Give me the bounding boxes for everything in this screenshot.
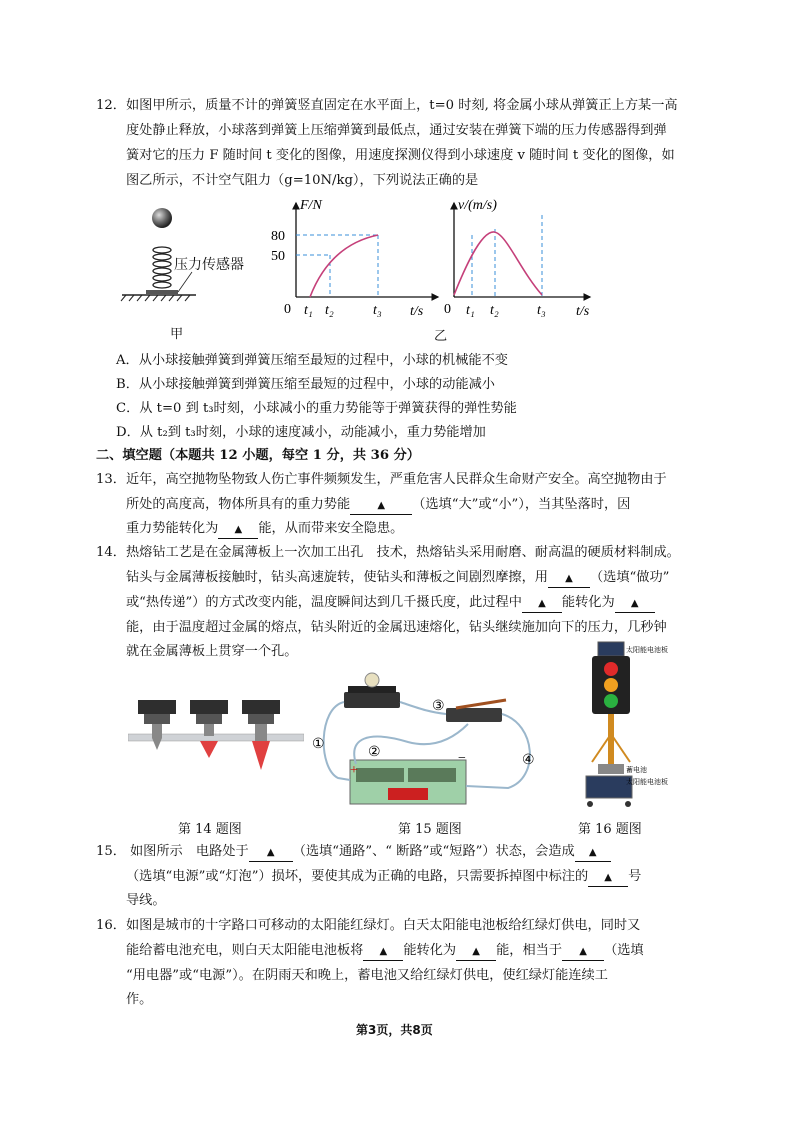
q12-option-c: C．从 t=0 到 t₃时刻，小球减小的重力势能等于弹簧获得的弹性势能 [116, 401, 517, 416]
q14-text-line2: 钻头与金属薄板接触时，钻头高速旋转，使钻头和薄板之间剧烈摩擦，用 ▲ （选填“做功” [126, 568, 669, 588]
q14-text-line1: 热熔钻工艺是在金属薄板上一次加工出孔 技术，热熔钻头采用耐磨、耐高温的硬质材料制成。 [126, 545, 680, 560]
label-solar-panel-2: 太阳能电池板 [626, 778, 668, 786]
q13-blank-1[interactable]: ▲ [350, 497, 412, 515]
q13-text-line3: 重力势能转化为 ▲ 能，从而带来安全隐患。 [126, 519, 403, 539]
q16-text-line2: 能给蓄电池充电，则白天太阳能电池板将 ▲ 能转化为 ▲ 能，相当于 ▲ （选填 [126, 941, 644, 961]
v-tick-t1: t₁ [466, 303, 475, 318]
q16-text-line4: 作。 [126, 992, 153, 1007]
f-origin: 0 [284, 302, 291, 317]
q16-blank-3[interactable]: ▲ [562, 943, 604, 961]
tick-80: 80 [271, 229, 285, 244]
battery-box [598, 764, 624, 774]
wire-label-1: ① [312, 737, 325, 752]
graph-v-t [440, 195, 600, 325]
q15-text-line2: （选填“电源”或“灯泡”）损坏，要使其成为正确的电路，只需要拆掉图中标注的 ▲ 号 [126, 867, 641, 887]
yellow-light [604, 678, 618, 692]
metal-ball [152, 208, 172, 228]
q12-text-line3: 簧对它的压力 F 随时间 t 变化的图像，用速度探测仪得到小球速度 v 随时间 t 变化的图像，如 [126, 148, 675, 163]
wire-label-2: ② [368, 745, 381, 760]
battery-plus: + [350, 763, 358, 778]
sensor-label: 压力传感器 [174, 257, 244, 273]
label-battery: 蓄电池 [626, 766, 647, 774]
q14-number: 14． [96, 545, 126, 560]
q12-option-a: A．从小球接触弹簧到弹簧压缩至最短的过程中，小球的机械能不变 [116, 353, 508, 368]
f-tick-t2: t₂ [325, 303, 334, 318]
v-axis-label: v/(m/s) [458, 198, 497, 213]
q16-blank-1[interactable]: ▲ [363, 943, 403, 961]
f-axis-label: F/N [300, 198, 322, 213]
q12-text-line2: 度处静止释放，小球落到弹簧上压缩弹簧到最低点，通过安装在弹簧下端的压力传感器得到弹 [126, 123, 667, 138]
f-t-axis-label: t/s [410, 304, 424, 319]
q14-blank-2[interactable]: ▲ [522, 595, 562, 613]
v-t-axis-label: t/s [576, 304, 590, 319]
q14-text-line5: 就在金属薄板上贯穿一个孔。 [126, 644, 298, 659]
q13-blank-2[interactable]: ▲ [218, 521, 258, 539]
q16-blank-2[interactable]: ▲ [456, 943, 496, 961]
switch [446, 708, 502, 722]
label-solar-panel: 太阳能电池板 [626, 646, 668, 654]
figure-14-drill [128, 690, 304, 774]
q15-blank-1[interactable]: ▲ [249, 844, 293, 862]
velocity-curve [454, 232, 542, 295]
v-origin: 0 [444, 302, 451, 317]
q16-number: 16． [96, 918, 126, 933]
top-solar-panel [598, 642, 624, 656]
q12-number: 12． [96, 98, 126, 113]
figure-16-traffic-light [572, 638, 700, 814]
pressure-sensor [146, 290, 178, 294]
spring-coil [153, 247, 171, 288]
f-tick-t3: t₃ [373, 303, 382, 318]
q15-number: 15． [96, 844, 126, 859]
bulb [365, 673, 379, 687]
caption-15: 第 15 题图 [398, 822, 462, 837]
q15-text-line1: 如图所示 电路处于 ▲ （选填“通路”、“ 断路”或“短路”）状态，会造成 ▲ [130, 842, 611, 862]
wire-label-3: ③ [432, 699, 445, 714]
q14-blank-3[interactable]: ▲ [615, 595, 655, 613]
q13-text-line2: 所处的高度高，物体所具有的重力势能 ▲ （选填“大”或“小”），当其坠落时，因 [126, 495, 630, 515]
q14-blank-1[interactable]: ▲ [548, 570, 590, 588]
graph-f-t [270, 195, 450, 325]
label-yi: 乙 [434, 329, 448, 344]
caption-16: 第 16 题图 [578, 822, 642, 837]
label-jia: 甲 [170, 327, 184, 342]
caption-14: 第 14 题图 [178, 822, 242, 837]
q12-text-line1: 如图甲所示，质量不计的弹簧竖直固定在水平面上，t=0 时刻, 将金属小球从弹簧正上方某一高 [126, 98, 678, 113]
q13-text-line1: 近年，高空抛物坠物致人伤亡事件频频发生，严重危害人民群众生命财产安全。高空抛物由于 [126, 472, 667, 487]
v-tick-t2: t₂ [490, 303, 499, 318]
green-light [604, 694, 618, 708]
q14-text-line4: 能，由于温度超过金属的熔点，钻头附近的金属迅速熔化，钻头继续施加向下的压力，几秒钟 [126, 620, 667, 635]
q12-option-b: B．从小球接触弹簧到弹簧压缩至最短的过程中，小球的动能减小 [116, 377, 495, 392]
q12-option-d: D．从 t₂到 t₃时刻，小球的速度减小，动能减小，重力势能增加 [116, 425, 486, 440]
q16-text-line3: “用电器”或“电源”）。在阴雨天和晚上，蓄电池又给红绿灯供电，使红绿灯能连续工 [126, 968, 608, 983]
page-footer: 第3页，共8页 [356, 1023, 433, 1037]
v-tick-t3: t₃ [537, 303, 546, 318]
pole [608, 714, 614, 772]
figure-15-circuit [308, 668, 548, 812]
wire-label-4: ④ [522, 753, 535, 768]
q12-text-line4: 图乙所示，不计空气阻力（g=10N/kg），下列说法正确的是 [126, 173, 479, 188]
q16-text-line1: 如图是城市的十字路口可移动的太阳能红绿灯。白天太阳能电池板给红绿灯供电，同时又 [126, 918, 641, 933]
f-tick-t1: t₁ [304, 303, 313, 318]
q14-text-line3: 或“热传递”）的方式改变内能，温度瞬间达到几千摄氏度，此过程中 ▲ 能转化为 ▲ [126, 593, 655, 613]
battery-minus: − [458, 751, 466, 766]
bulb-holder [344, 692, 400, 708]
q15-text-line3: 导线。 [126, 893, 166, 908]
q15-blank-3[interactable]: ▲ [588, 869, 628, 887]
tick-50: 50 [271, 249, 285, 264]
section2-heading: 二、填空题（本题共 12 小题，每空 1 分，共 36 分） [96, 448, 420, 463]
force-curve [310, 235, 378, 297]
q15-blank-2[interactable]: ▲ [575, 844, 611, 862]
red-light [604, 662, 618, 676]
q13-number: 13． [96, 472, 126, 487]
